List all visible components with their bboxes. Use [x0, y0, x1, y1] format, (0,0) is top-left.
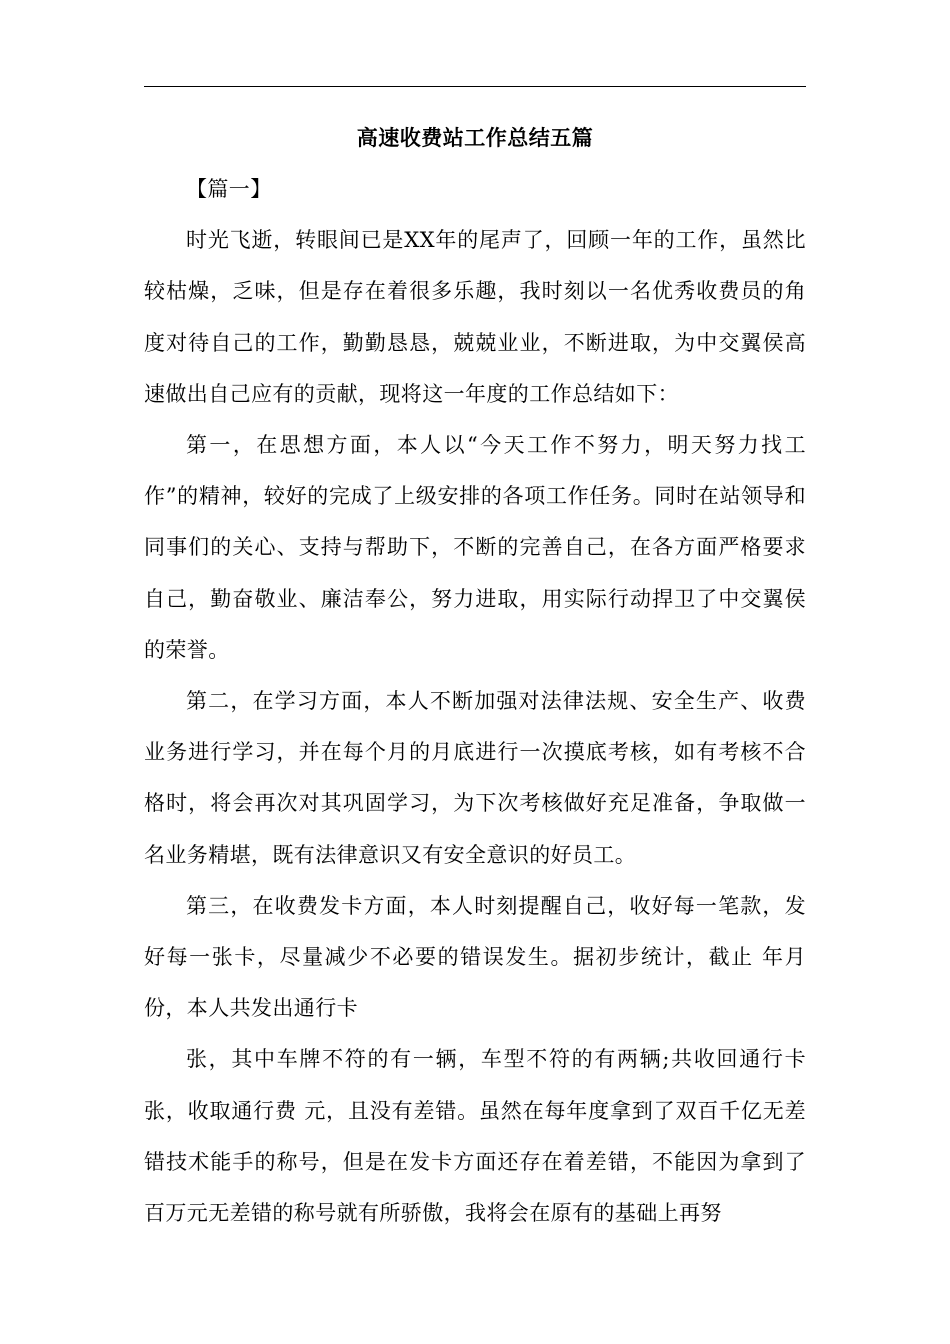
header-rule — [144, 86, 806, 87]
paragraph-intro: 时光飞逝，转眼间已是XX年的尾声了，回顾一年的工作，虽然比较枯燥，乏味，但是存在着很多乐趣，我时刻以一名优秀收费员的角度对待自己的工作，勤勤恳恳，兢兢业业，不断进取，为中交翼侯高速做出自己应有的贡献，现将这一年度的工作总结如下： — [144, 228, 806, 406]
document-body — [144, 164, 806, 1239]
paragraph-card-statistics: 张，其中车牌不符的有一辆，车型不符的有两辆;共收回通行卡 张，收取通行费 元，且没有差错。虽然在每年度拿到了双百千亿无差错技术能手的称号，但是在发卡方面还存在着差错，不能因为拿到了百万元无差错的称号就有所骄傲，我将会在原有的基础上再努 — [144, 1047, 806, 1226]
document-title: 高速收费站工作总结五篇 — [356, 125, 594, 150]
section-heading: 【篇一】 — [186, 177, 272, 201]
paragraph-card-issuing: 第三，在收费发卡方面，本人时刻提醒自己，收好每一笔款，发好每一张卡，尽量减少不必要的错误发生。据初步统计，截止 年月份，本人共发出通行卡 — [144, 893, 806, 1021]
paragraph-thought: 第一，在思想方面，本人以“今天工作不努力，明天努力找工作”的精神，较好的完成了上级安排的各项工作任务。同时在站领导和同事们的关心、支持与帮助下，不断的完善自己，在各方面严格要求自己，勤奋敬业、廉洁奉公，努力进取，用实际行动捍卫了中交翼侯的荣誉。 — [144, 433, 806, 662]
paragraph-study: 第二，在学习方面，本人不断加强对法律法规、安全生产、收费业务进行学习，并在每个月的月底进行一次摸底考核，如有考核不合格时，将会再次对其巩固学习，为下次考核做好充足准备，争取做一名业务精堪，既有法律意识又有安全意识的好员工。 — [144, 689, 806, 867]
